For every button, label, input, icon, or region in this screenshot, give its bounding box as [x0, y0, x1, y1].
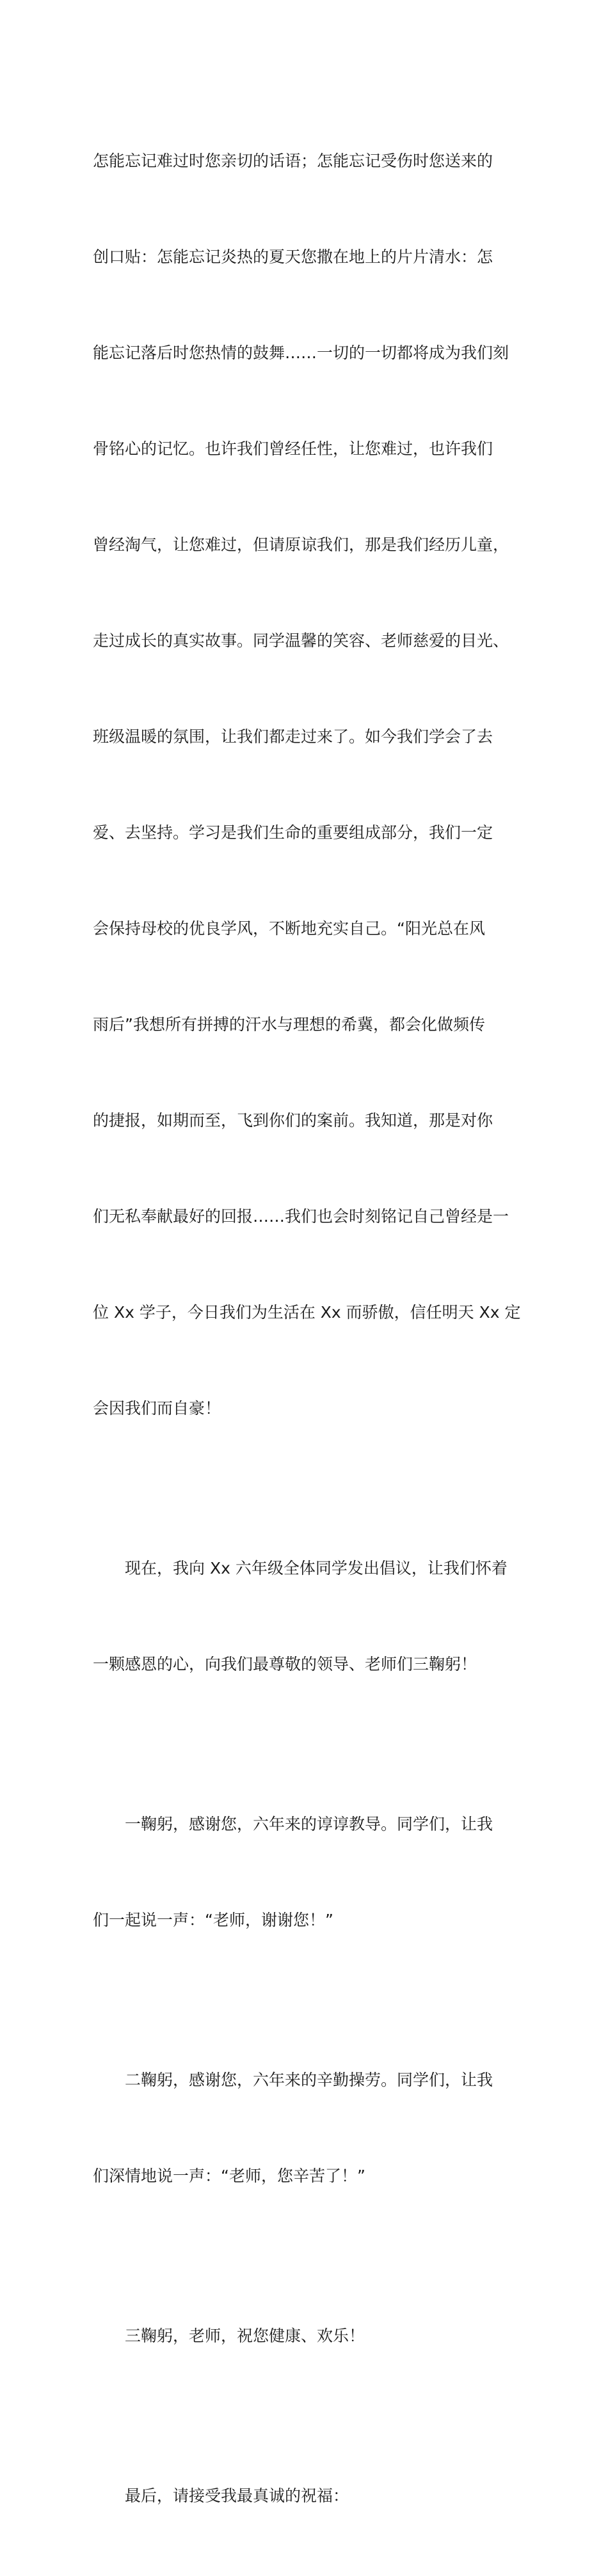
text-line: 能忘记落后时您热情的鼓舞……一切的一切都将成为我们刻 — [93, 344, 509, 362]
text-line: 会因我们而自豪！ — [93, 1399, 221, 1418]
text-line: 二鞠躬，感谢您，六年来的辛勤操劳。同学们，让我 — [125, 2071, 493, 2089]
text-line: 曾经淘气，让您难过，但请原谅我们，那是我们经历儿童， — [93, 535, 509, 554]
text-line: 走过成长的真实故事。同学温馨的笑容、老师慈爱的目光、 — [93, 631, 509, 650]
paragraph-1 — [93, 81, 521, 1489]
text-line: 现在，我向 Xx 六年级全体同学发出倡议，让我们怀着 — [125, 1559, 508, 1577]
paragraph-3 — [93, 1744, 515, 2000]
paragraph-6 — [93, 2416, 515, 2576]
text-line: 一鞠躬，感谢您，六年来的谆谆教导。同学们，让我 — [125, 1815, 493, 1833]
text-line: 们无私奉献最好的回报……我们也会时刻铭记自己曾经是一 — [93, 1207, 509, 1226]
text-line: 三鞠躬，老师，祝您健康、欢乐！ — [125, 2327, 365, 2345]
text-line: 创口贴：怎能忘记炎热的夏天您撒在地上的片片清水：怎 — [93, 248, 493, 266]
text-line: 怎能忘记难过时您亲切的话语；怎能忘记受伤时您送来的 — [93, 152, 493, 170]
text-line: 的捷报，如期而至，飞到你们的案前。我知道，那是对你 — [93, 1111, 493, 1130]
paragraph-4 — [93, 2000, 515, 2256]
text-line: 们深情地说一声：“老师，您辛苦了！” — [93, 2167, 365, 2185]
paragraph-5 — [93, 2256, 515, 2416]
text-line: 最后，请接受我最真诚的祝福： — [125, 2486, 349, 2505]
text-line: 位 Xx 学子，今日我们为生活在 Xx 而骄傲，信任明天 Xx 定 — [93, 1303, 521, 1322]
paragraph-2 — [93, 1489, 515, 1744]
text-line: 骨铭心的记忆。也许我们曾经任性，让您难过，也许我们 — [93, 439, 493, 458]
document-body — [93, 81, 521, 2576]
text-line: 班级温暖的氛围，让我们都走过来了。如今我们学会了去 — [93, 727, 493, 746]
text-line: 会保持母校的优良学风，不断地充实自己。“阳光总在风 — [93, 919, 485, 938]
text-line: 爱、去坚持。学习是我们生命的重要组成部分，我们一定 — [93, 823, 493, 842]
text-line: 们一起说一声：“老师，谢谢您！” — [93, 1911, 333, 1929]
text-line: 雨后”我想所有拼搏的汗水与理想的希冀，都会化做频传 — [93, 1015, 485, 1034]
text-line: 一颗感恩的心，向我们最尊敬的领导、老师们三鞠躬！ — [93, 1655, 477, 1673]
